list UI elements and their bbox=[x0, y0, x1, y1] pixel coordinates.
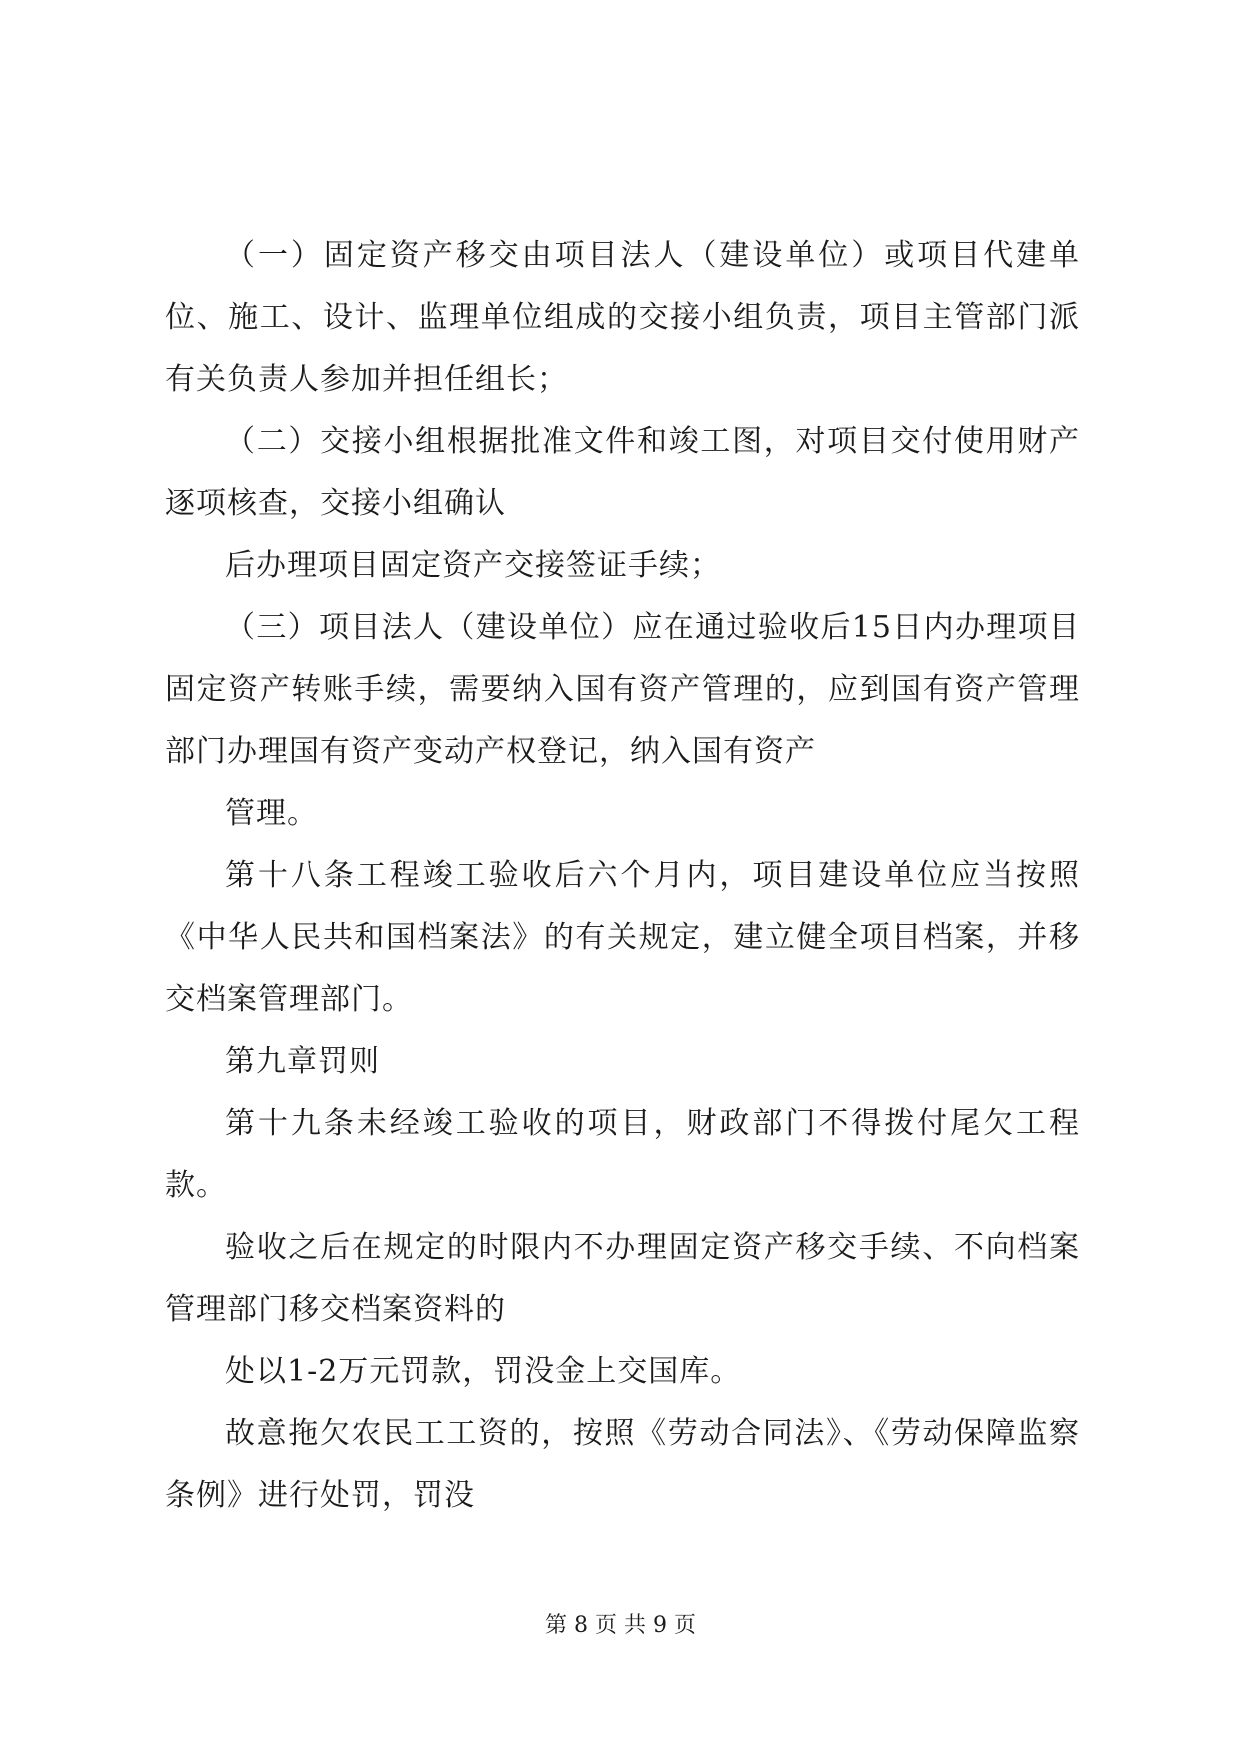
paragraph-penalty-wages: 故意拖欠农民工工资的，按照《劳动合同法》、《劳动保障监察条例》进行处罚，罚没 bbox=[165, 1416, 1080, 1513]
paragraph-fixed-asset-transfer-2: （二）交接小组根据批准文件和竣工图，对项目交付使用财产逐项核查，交接小组确认 bbox=[165, 424, 1080, 521]
chapter-heading-penalties: 第九章罚则 bbox=[225, 1044, 380, 1079]
paragraph-continuation-management: 管理。 bbox=[225, 796, 318, 831]
paragraph-continuation-signing: 后办理项目固定资产交接签证手续； bbox=[225, 548, 721, 583]
document-body bbox=[165, 225, 1080, 1527]
paragraph-article-19: 第十九条未经竣工验收的项目，财政部门不得拨付尾欠工程款。 bbox=[165, 1106, 1080, 1203]
paragraph-penalty-fine: 处以1-2万元罚款，罚没金上交国库。 bbox=[225, 1354, 742, 1389]
paragraph-penalty-archives: 验收之后在规定的时限内不办理固定资产移交手续、不向档案管理部门移交档案资料的 bbox=[165, 1230, 1080, 1327]
paragraph-article-18: 第十八条工程竣工验收后六个月内，项目建设单位应当按照《中华人民共和国档案法》的有关规定，建立健全项目档案，并移交档案管理部门。 bbox=[165, 858, 1080, 1017]
paragraph-fixed-asset-transfer-3: （三）项目法人（建设单位）应在通过验收后15日内办理项目固定资产转账手续，需要纳入国有资产管理的，应到国有资产管理部门办理国有资产变动产权登记，纳入国有资产 bbox=[165, 610, 1080, 769]
page-footer bbox=[0, 1608, 1241, 1639]
paragraph-fixed-asset-transfer-1: （一）固定资产移交由项目法人（建设单位）或项目代建单位、施工、设计、监理单位组成的交接小组负责，项目主管部门派有关负责人参加并担任组长； bbox=[165, 238, 1080, 397]
page-number-label: 第 8 页 共 9 页 bbox=[545, 1613, 696, 1638]
